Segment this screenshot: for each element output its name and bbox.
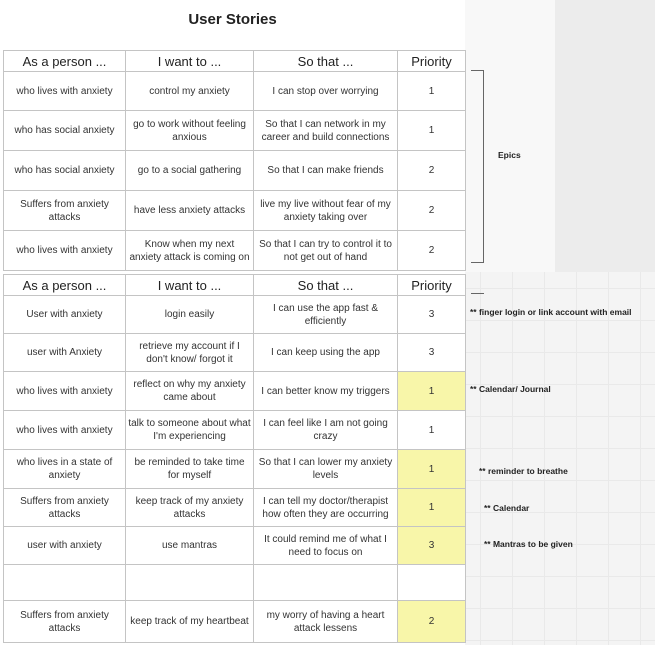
so-that-cell[interactable]: my worry of having a heart attack lessens xyxy=(254,601,398,643)
person-cell[interactable]: user with anxiety xyxy=(4,527,126,565)
person-cell[interactable]: who has social anxiety xyxy=(4,151,126,191)
header-so-that: So that ... xyxy=(254,51,398,72)
table-row-empty[interactable] xyxy=(4,565,466,601)
note-mantras: ** Mantras to be given xyxy=(484,539,573,549)
priority-cell[interactable]: 2 xyxy=(398,231,466,271)
priority-cell[interactable]: 3 xyxy=(398,527,466,565)
priority-cell[interactable]: 1 xyxy=(398,111,466,151)
want-cell[interactable]: retrieve my account if I don't know/ forgot it xyxy=(126,334,254,372)
person-cell[interactable]: Suffers from anxiety attacks xyxy=(4,489,126,527)
person-cell[interactable]: user with Anxiety xyxy=(4,334,126,372)
person-cell[interactable]: who lives with anxiety xyxy=(4,231,126,271)
want-cell[interactable]: talk to someone about what I'm experiencing xyxy=(126,411,254,450)
want-cell[interactable]: keep track of my heartbeat xyxy=(126,601,254,643)
table-row[interactable] xyxy=(4,231,466,271)
person-cell[interactable]: who lives in a state of anxiety xyxy=(4,450,126,489)
header-want: I want to ... xyxy=(126,51,254,72)
header-person: As a person ... xyxy=(4,51,126,72)
priority-cell[interactable]: 1 xyxy=(398,372,466,411)
want-cell[interactable]: go to a social gathering xyxy=(126,151,254,191)
person-cell[interactable]: who lives with anxiety xyxy=(4,72,126,111)
want-cell[interactable]: Know when my next anxiety attack is coming on xyxy=(126,231,254,271)
so-that-cell[interactable]: So that I can try to control it to not get out of hand xyxy=(254,231,398,271)
want-cell[interactable]: go to work without feeling anxious xyxy=(126,111,254,151)
priority-cell[interactable]: 2 xyxy=(398,191,466,231)
person-cell[interactable]: who has social anxiety xyxy=(4,111,126,151)
header-row xyxy=(4,51,466,72)
side-panel xyxy=(555,0,655,272)
priority-cell[interactable] xyxy=(398,565,466,601)
note-calendar-journal: ** Calendar/ Journal xyxy=(470,384,551,394)
table-row[interactable] xyxy=(4,191,466,231)
epics-table xyxy=(3,50,466,271)
want-cell[interactable]: login easily xyxy=(126,296,254,334)
table-row[interactable] xyxy=(4,601,466,643)
so-that-cell[interactable]: So that I can lower my anxiety levels xyxy=(254,450,398,489)
so-that-cell[interactable]: I can feel like I am not going crazy xyxy=(254,411,398,450)
want-cell[interactable]: be reminded to take time for myself xyxy=(126,450,254,489)
stories-table xyxy=(3,274,466,643)
epics-bracket xyxy=(471,70,484,263)
table-row[interactable] xyxy=(4,111,466,151)
so-that-cell[interactable] xyxy=(254,565,398,601)
table-row[interactable] xyxy=(4,372,466,411)
so-that-cell[interactable]: live my live without fear of my anxiety taking over xyxy=(254,191,398,231)
want-cell[interactable]: have less anxiety attacks xyxy=(126,191,254,231)
priority-cell[interactable]: 2 xyxy=(398,151,466,191)
header-row xyxy=(4,275,466,296)
table-row[interactable] xyxy=(4,151,466,191)
priority-cell[interactable]: 1 xyxy=(398,489,466,527)
so-that-cell[interactable]: So that I can network in my career and build connections xyxy=(254,111,398,151)
table-row[interactable] xyxy=(4,450,466,489)
person-cell[interactable] xyxy=(4,565,126,601)
priority-cell[interactable]: 2 xyxy=(398,601,466,643)
note-calendar: ** Calendar xyxy=(484,503,530,513)
table-row[interactable] xyxy=(4,489,466,527)
so-that-cell[interactable]: I can use the app fast & efficiently xyxy=(254,296,398,334)
person-cell[interactable]: who lives with anxiety xyxy=(4,411,126,450)
person-cell[interactable]: Suffers from anxiety attacks xyxy=(4,601,126,643)
table-row[interactable] xyxy=(4,296,466,334)
header-want: I want to ... xyxy=(126,275,254,296)
stories-bracket xyxy=(471,293,484,294)
so-that-cell[interactable]: I can better know my triggers xyxy=(254,372,398,411)
note-finger-login: ** finger login or link account with email xyxy=(470,307,632,317)
epics-label: Epics xyxy=(498,150,521,160)
so-that-cell[interactable]: I can keep using the app xyxy=(254,334,398,372)
so-that-cell[interactable]: It could remind me of what I need to focus on xyxy=(254,527,398,565)
want-cell[interactable]: keep track of my anxiety attacks xyxy=(126,489,254,527)
so-that-cell[interactable]: So that I can make friends xyxy=(254,151,398,191)
person-cell[interactable]: User with anxiety xyxy=(4,296,126,334)
so-that-cell[interactable]: I can tell my doctor/therapist how often they are occurring xyxy=(254,489,398,527)
board-title: User Stories xyxy=(188,11,277,28)
header-priority: Priority xyxy=(398,51,466,72)
priority-cell[interactable]: 3 xyxy=(398,296,466,334)
person-cell[interactable]: Suffers from anxiety attacks xyxy=(4,191,126,231)
header-priority: Priority xyxy=(398,275,466,296)
want-cell[interactable]: control my anxiety xyxy=(126,72,254,111)
want-cell[interactable]: reflect on why my anxiety came about xyxy=(126,372,254,411)
note-reminder: ** reminder to breathe xyxy=(479,466,568,476)
header-so-that: So that ... xyxy=(254,275,398,296)
person-cell[interactable]: who lives with anxiety xyxy=(4,372,126,411)
priority-cell[interactable]: 3 xyxy=(398,334,466,372)
want-cell[interactable]: use mantras xyxy=(126,527,254,565)
priority-cell[interactable]: 1 xyxy=(398,411,466,450)
want-cell[interactable] xyxy=(126,565,254,601)
table-row[interactable] xyxy=(4,527,466,565)
header-person: As a person ... xyxy=(4,275,126,296)
priority-cell[interactable]: 1 xyxy=(398,450,466,489)
priority-cell[interactable]: 1 xyxy=(398,72,466,111)
so-that-cell[interactable]: I can stop over worrying xyxy=(254,72,398,111)
table-row[interactable] xyxy=(4,334,466,372)
table-row[interactable] xyxy=(4,72,466,111)
table-row[interactable] xyxy=(4,411,466,450)
